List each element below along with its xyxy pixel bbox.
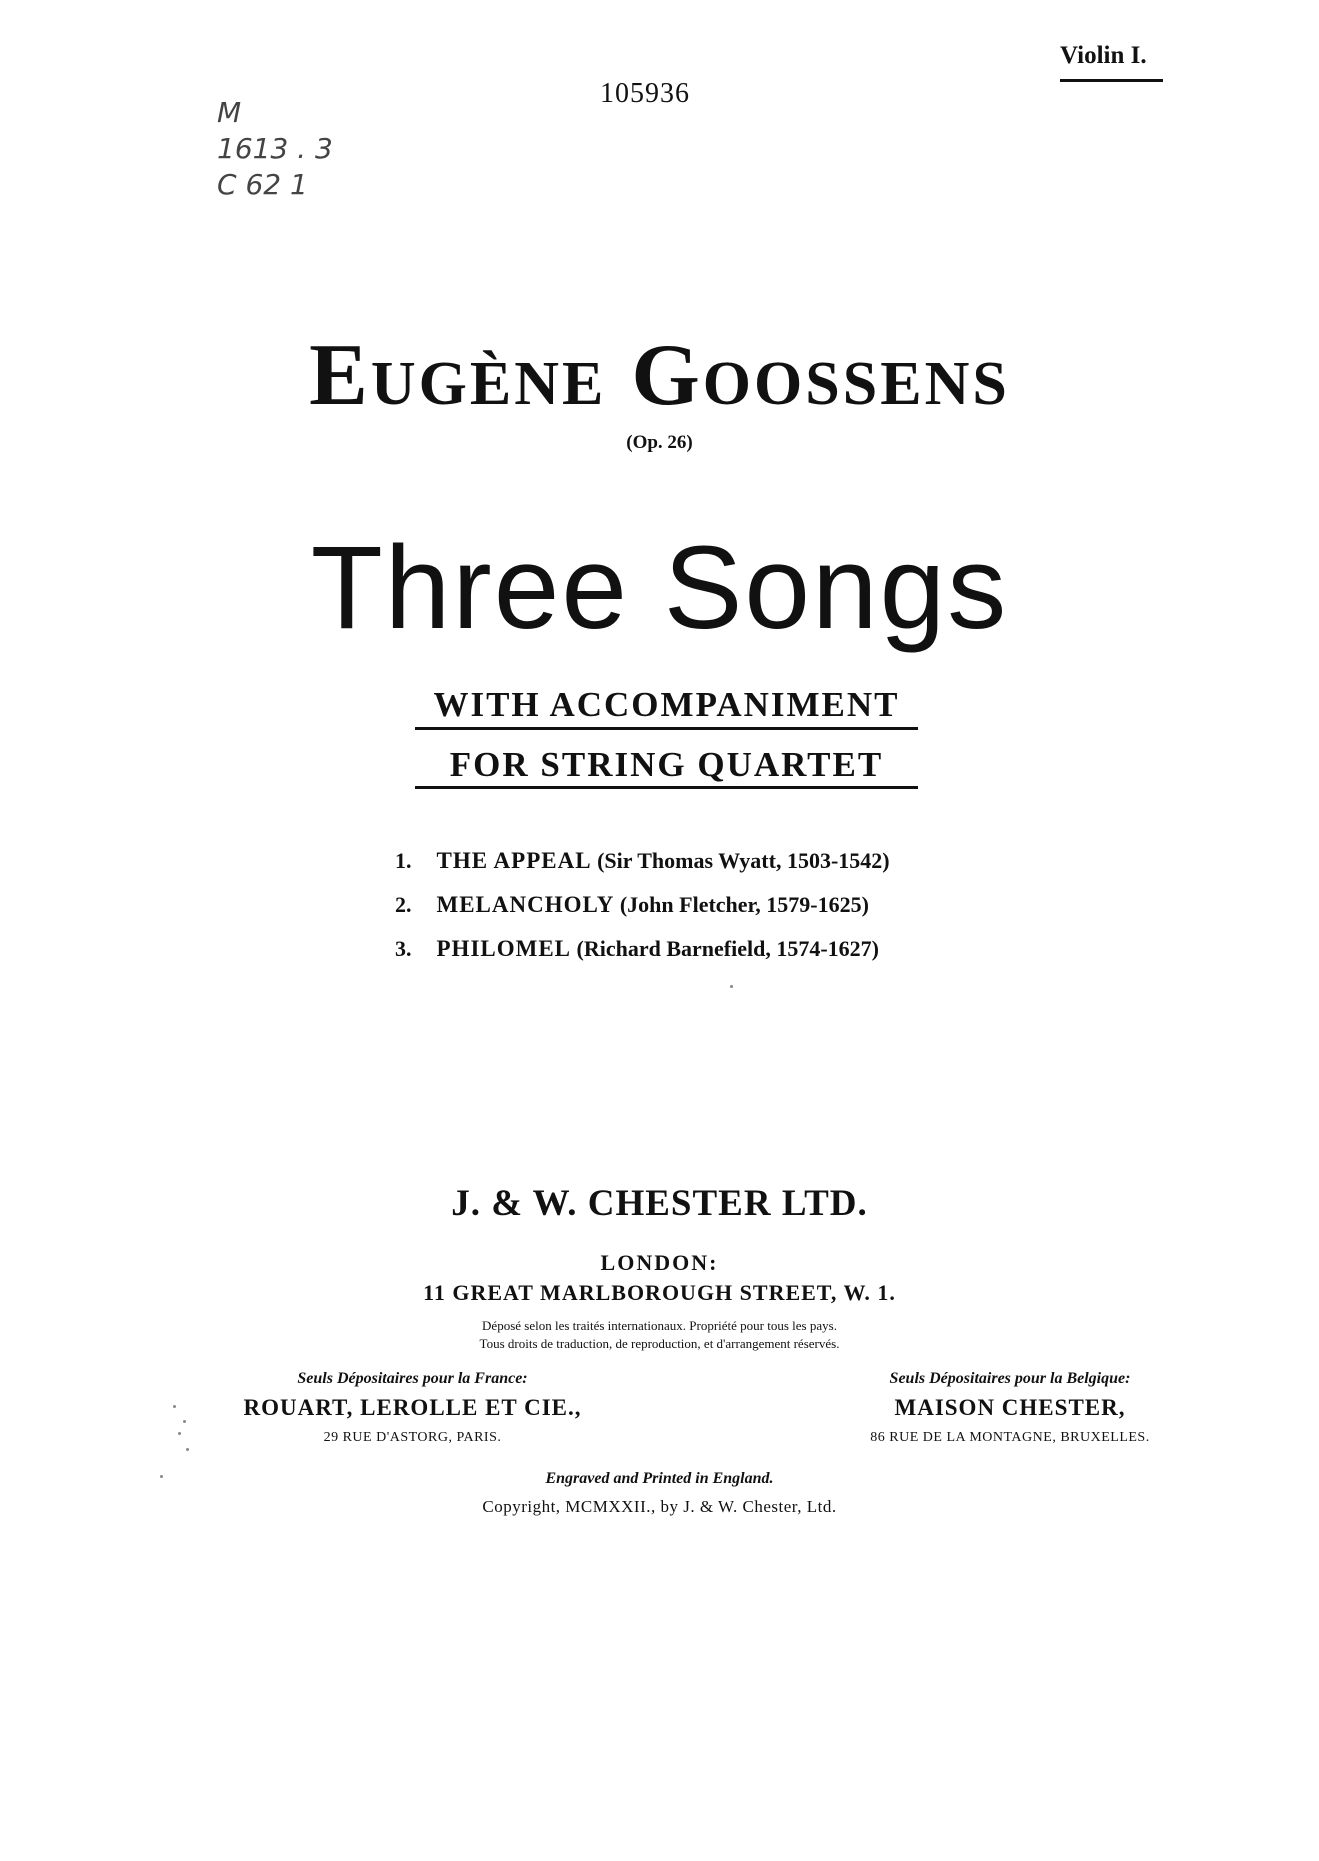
rights-notice: Tous droits de traduction, de reproduction, et d'arrangement réservés. [479, 1336, 840, 1351]
subtitle-line: WITH ACCOMPANIMENT [433, 685, 900, 724]
france-agent-name: ROUART, LEROLLE ET CIE., [243, 1395, 582, 1420]
subtitle-underline [415, 727, 918, 730]
opus-number: (Op. 26) [626, 432, 693, 453]
song-number: 3. [395, 936, 412, 961]
printing-notice: Engraved and Printed in England. [545, 1470, 774, 1487]
scan-speck [186, 1448, 189, 1451]
belgium-agent-heading: Seuls Dépositaires pour la Belgique: [889, 1370, 1131, 1387]
scan-speck [173, 1405, 176, 1408]
song-source: (Sir Thomas Wyatt, 1503-1542) [597, 848, 890, 873]
scan-speck [178, 1432, 181, 1435]
scan-speck [730, 985, 733, 988]
belgium-agent-address: 86 RUE DE LA MONTAGNE, BRUXELLES. [870, 1430, 1150, 1445]
subtitle-line: FOR STRING QUARTET [449, 745, 884, 784]
shelf-mark-line: C 62 1 [217, 168, 308, 201]
copyright-notice: Copyright, MCMXXII., by J. & W. Chester, Ltd. [482, 1497, 837, 1516]
song-name: PHILOMEL [436, 936, 572, 961]
publisher-address: 11 GREAT MARLBOROUGH STREET, W. 1. [423, 1280, 896, 1305]
part-label: Violin I. [1060, 42, 1147, 69]
work-title: Three Songs [310, 522, 1009, 654]
rights-notice: Déposé selon les traités internationaux. Propriété pour tous les pays. [482, 1318, 837, 1333]
part-label-underline [1060, 79, 1163, 82]
france-agent-heading: Seuls Dépositaires pour la France: [297, 1370, 528, 1387]
publisher-name: J. & W. CHESTER LTD. [451, 1183, 868, 1224]
shelf-mark-line: 1613 . 3 [217, 132, 333, 165]
france-agent-address: 29 RUE D'ASTORG, PARIS. [323, 1430, 502, 1445]
scan-speck [160, 1475, 163, 1478]
song-list-item [395, 892, 869, 918]
handwritten-shelf-mark [217, 95, 333, 203]
composer-name: Eugène Goossens [309, 327, 1010, 424]
shelf-mark-line: M [217, 96, 242, 129]
belgium-agent-name: MAISON CHESTER, [894, 1395, 1126, 1420]
song-number: 1. [395, 848, 412, 873]
song-list-item [395, 848, 890, 874]
catalogue-number: 105936 [600, 78, 690, 109]
song-list-item [395, 936, 879, 962]
song-name: MELANCHOLY [436, 892, 615, 917]
subtitle-underline [415, 786, 918, 789]
publisher-city: LONDON: [600, 1250, 719, 1275]
song-source: (Richard Barnefield, 1574-1627) [576, 936, 879, 961]
scan-speck [183, 1420, 186, 1423]
song-name: THE APPEAL [436, 848, 592, 873]
song-number: 2. [395, 892, 412, 917]
song-source: (John Fletcher, 1579-1625) [619, 892, 869, 917]
